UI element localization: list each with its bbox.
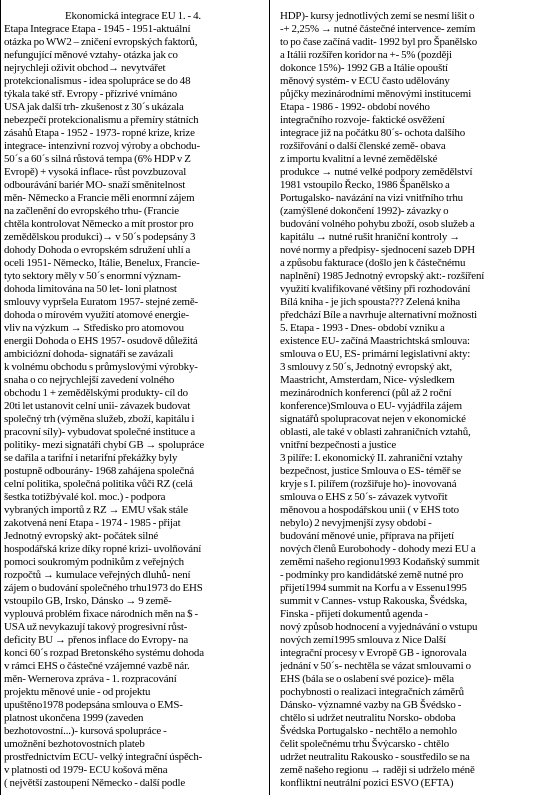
text-line: protekcionalismus - idea spolupráce se do 48 [4, 75, 191, 87]
text-line: existence EU- začíná Maastrichtská smlouva: [280, 335, 470, 347]
text-line: vnitřní bezpečnosti a justice [280, 439, 397, 451]
text-line: dohody Dohoda o evropském sdružení uhlí a [4, 244, 191, 256]
text-line: zemědělskou produkci)→ v 50´s podepsány 3 [4, 231, 196, 243]
text-line: ambiciózní dohoda- signatáři se zavázali [4, 348, 174, 360]
text-line: mezinárodních konferencí (půl až 2 roční [280, 387, 452, 399]
text-line: Ekonomická integrace EU 1. - 4. [65, 10, 201, 22]
text-line: 20ti let ustanovit celní unii- závazek budovat [4, 400, 191, 412]
text-line: jednání v 50´s- nechtěla se vázat smlouvami o [280, 660, 471, 672]
text-line: předchází Bíle a navrhuje alternativní možnosti [280, 309, 477, 321]
text-line: HDP)- kursy jednotlivých zemí se nesmí lišit o [280, 10, 475, 22]
text-line: využití kvalifikované většiny při rozhodování [280, 283, 471, 295]
text-line: Etapa Integrace Etapa - 1945 - 1951-aktuální [4, 23, 191, 35]
text-line: nebylo) 2 nevyjmenjší zysy období - [280, 517, 432, 529]
text-line: snaha o co nejrychlejší zavedení volného [4, 374, 175, 386]
text-line: signatářů spolupracovat nejen v ekonomické [280, 413, 466, 425]
text-line: hospodářská krize díky ropné krizi- uvolňování [4, 543, 202, 555]
text-line: bezhotovostní...)- kursová spolupráce - [4, 725, 167, 737]
text-line: integrace- intenzivní rozvoj výroby a obchodu- [4, 140, 200, 152]
left-text-column [4, 10, 262, 790]
text-line: smlouva o EU, ES- primární legislativní akty: [280, 348, 471, 360]
text-line: kapitálu → nutné rušit hraniční kontroly → [280, 231, 461, 243]
text-line: 5. Etapa - 1993 - Dnes- období vzniku a [280, 322, 445, 334]
text-line: oblasti, ale také v oblasti zahraničních vztahů, [280, 426, 471, 438]
text-line: se dařila a tarifní i netarifní překážky byly [4, 452, 178, 464]
text-line: měnový systém- v ECU často udělovány [280, 75, 450, 87]
text-line: nejrychleji oživit obchod→ nevytvářet [4, 62, 166, 74]
text-line: konference)Smlouva o EU- vyjádřila zájem [280, 400, 462, 412]
text-line: dohoda o mírovém využití atomové energie- [4, 309, 190, 321]
text-line: týkala také stř. Evropy - přízrivé vnímáno [4, 88, 178, 100]
text-line: integrace již na počátku 80´s- ochota dalšího [280, 127, 466, 139]
text-line: k volnému obchodu s průmyslovými výrobky- [4, 361, 198, 373]
text-line: vybraných importů z RZ → EMU však stále [4, 504, 188, 516]
text-line: postupně odbourány- 1968 zahájena společná [4, 465, 195, 477]
text-line: (zamýšlené dokončení 1992)- závazky o [280, 205, 449, 217]
text-line: nebezpečí protekcionalismu a přemíry státních [4, 114, 199, 126]
text-line: zeměmi našeho regionu1993 Kodaňský summit [280, 556, 480, 568]
text-line: dokonce 15%)- 1992 GB a Itálie opouští [280, 62, 448, 74]
text-line: konfliktní neutrální pozici ESVO (EFTA) [280, 777, 454, 789]
text-line: Švédska Portugalsko - nechtělo a nemohlo [280, 725, 457, 737]
text-line: pomoci soukromým podnikům z veřejných [4, 556, 184, 568]
text-line: vyplouvá problém fixace národních měn na $ - [4, 608, 199, 620]
text-line: oceli 1951- Německo, Itálie, Benelux, Francie- [4, 257, 200, 269]
text-line: z importu kvalitní a levné zemědělské [280, 153, 438, 165]
text-line: odbourávání bariér MO- snaží směnitelnost [4, 179, 186, 191]
text-line: 3 smlouvy z 50´s, Jednotný evropský akt, [280, 361, 452, 373]
text-line: summit v Cannes- vstup Rakouska, Švédska, [280, 595, 468, 607]
text-line: země našeho regionu → raději si udrželo méně [280, 764, 475, 776]
text-line: kryje s I. pilířem (rozšiřuje ho)- inovovaná [280, 478, 457, 490]
text-line: chtěla kontrolovat Německo a mít prostor pro [4, 218, 194, 230]
text-line: energii Dohoda o EHS 1957- osudově důležitá [4, 335, 198, 347]
text-line: a Itálii rozšířen koridor na +- 5% (později [280, 49, 452, 61]
text-line: USA už nevykazují takový progresivní růst- [4, 621, 188, 633]
text-line: vliv na výzkum → Středisko pro atomovou [4, 322, 184, 334]
text-line: 50´s a 60´s silná růstová tempa (6% HDP v Z [4, 153, 191, 165]
text-line: obchodu 1 + zemědělskými produkty- cíl do [4, 387, 188, 399]
text-line: EHS (bála se o oslabení své pozice)- měla [280, 673, 454, 685]
text-line: integračního rozvoje- faktické osvěžení [280, 114, 445, 126]
text-line: v platnosti od 1979- ECU košová měna [4, 764, 168, 776]
text-line: Etapa - 1986 - 1992- období nového [280, 101, 430, 113]
text-line: naplnění) 1985 Jednotný evropský akt:- rozšíření [280, 270, 485, 282]
text-line: - podmínky pro kandidátské země nutné pro [280, 569, 464, 581]
text-line: -+ 2,25% → nutné částečné intervence- zemím [280, 23, 476, 35]
text-line: půjčky mezinárodními měnovými institucemi [280, 88, 472, 100]
text-line: nové normy a předpisy- sjednocení sazeb DPH [280, 244, 475, 256]
text-line: ( největší zastoupení Německo - další podle [4, 777, 186, 789]
text-line: rozšiřování o další členské země- obava [280, 140, 446, 152]
text-line: a způsobu fakturace (došlo jen k částečnému [280, 257, 466, 269]
text-line: platnost ukončena 1999 (zaveden [4, 712, 144, 724]
text-line: přijetí1994 summit na Korfu a v Essenu1995 [280, 582, 467, 594]
text-line: nový způsob hodnocení a vyjednávání o vstupu [280, 621, 478, 633]
text-line: smlouva o EHS z 50´s- závazek vytvořit [280, 491, 448, 503]
text-line: USA jak další trh- zkušenost z 30´s ukázala [4, 101, 184, 113]
text-line: tyto sektory měly v 50´s enormní význam- [4, 270, 181, 282]
text-line: politiky- mezi signatáři chybí GB → spolupráce [4, 439, 205, 451]
text-line: Maastricht, Amsterdam, Nice- výsledkem [280, 374, 455, 386]
text-line: upuštěno1978 podepsána smlouva o EMS- [4, 699, 183, 711]
text-line: nefungující měnové vztahy- otázka jak co [4, 49, 178, 61]
text-line: společný trh (výměna služeb, zboží, kapitálu i [4, 413, 195, 425]
text-line: šestka totižbývalé kol. moc.) - podpora [4, 491, 166, 503]
text-line: měnovou a hospodářskou unii ( v EHS toto [280, 504, 459, 516]
text-line: zásahů Etapa - 1952 - 1973- ropné krize, krize [4, 127, 195, 139]
page-border-left [0, 0, 1, 795]
text-line: prostřednictvím ECU- velký integrační úspěch- [4, 751, 203, 763]
text-line: 1981 vstoupilo Řecko, 1986 Španělsko a [280, 179, 450, 191]
right-text-column [280, 10, 543, 790]
text-line: udržet neutralitu Rakousko - soustředilo se na [280, 751, 470, 763]
text-line: smlouvy vypršela Euratom 1957- stejné země- [4, 296, 198, 308]
text-line: rozpočtů → kumulace veřejných dluhů- není [4, 569, 191, 581]
text-line: chtělo si udržet neutralitu Norsko- obdoba [280, 712, 456, 724]
text-line: budování volného pohybu zboží, osob služeb a [280, 218, 475, 230]
text-line: dohoda limitována na 50 let- loni platnost [4, 283, 177, 295]
text-line: zakotvená není Etapa - 1974 - 1985 - přijat [4, 517, 181, 529]
text-line: otázka po WW2 – zničení evropských faktorů, [4, 36, 198, 48]
text-line: Portugalsko- navázání na vizi vnitřního trhu [280, 192, 463, 204]
text-line: zájem o budování společného trhu1973 do EHS [4, 582, 203, 594]
text-line: Bílá kniha - je jich spousta??? Zelená kniha [280, 296, 461, 308]
text-line: Jednotný evropský akt- počátek silné [4, 530, 159, 542]
text-line: čelit společnému trhu Švýcarsko - chtělo [280, 738, 450, 750]
text-line: 3 pilíře: I. ekonomický II. zahraniční vztahy [280, 452, 463, 464]
text-line: celní politika, společná politika vůči RZ (celá [4, 478, 193, 490]
text-line: bezpečnost, justice Smlouva o ES- téměř se [280, 465, 461, 477]
text-line: budování měnové unie, příprava na přijetí [280, 530, 455, 542]
text-line: nových zemí1995 smlouva z Nice Další [280, 634, 447, 646]
text-line: nových členů Eurobohody - dohody mezi EU a [280, 543, 476, 555]
text-line: měn- Německo a Francie měli enormní zájem [4, 192, 195, 204]
text-line: pracovní síly)- vybudovat společné instituce a [4, 426, 196, 438]
text-line: pochybnosti o realizaci integračních záměrů [280, 686, 464, 698]
text-line: deficity BU → přenos inflace do Evropy- na [4, 634, 189, 646]
text-line: Finska - přijetí dokumentů agenda - [280, 608, 429, 620]
text-line: měn- Wernerova zpráva - 1. rozpracování [4, 673, 177, 685]
text-line: v rámci EHS o částečné vzájemné vazbě nár. [4, 660, 190, 672]
text-line: integrační procesy v Evropě GB - ignorovala [280, 647, 467, 659]
text-line: produkce → nutné velké podpory zemědělství [280, 166, 473, 178]
text-line: vstoupilo GB, Irsko, Dánsko → 9 země- [4, 595, 172, 607]
text-line: Evropě) + vysoká inflace- růst povzbuzoval [4, 166, 187, 178]
text-line: to po čase začíná vadit- 1992 byl pro Španělsko [280, 36, 478, 48]
column-divider [269, 0, 270, 795]
text-line: umožnění bezhotovostních plateb [4, 738, 145, 750]
text-line: Dánsko- významné vazby na GB Švédsko - [280, 699, 462, 711]
text-line: na začlenění do evropského trhu- (Francie [4, 205, 179, 217]
text-line: projektu měnové unie - od projektu [4, 686, 151, 698]
text-line: konci 60´s rozpad Bretonského systému dohoda [4, 647, 204, 659]
